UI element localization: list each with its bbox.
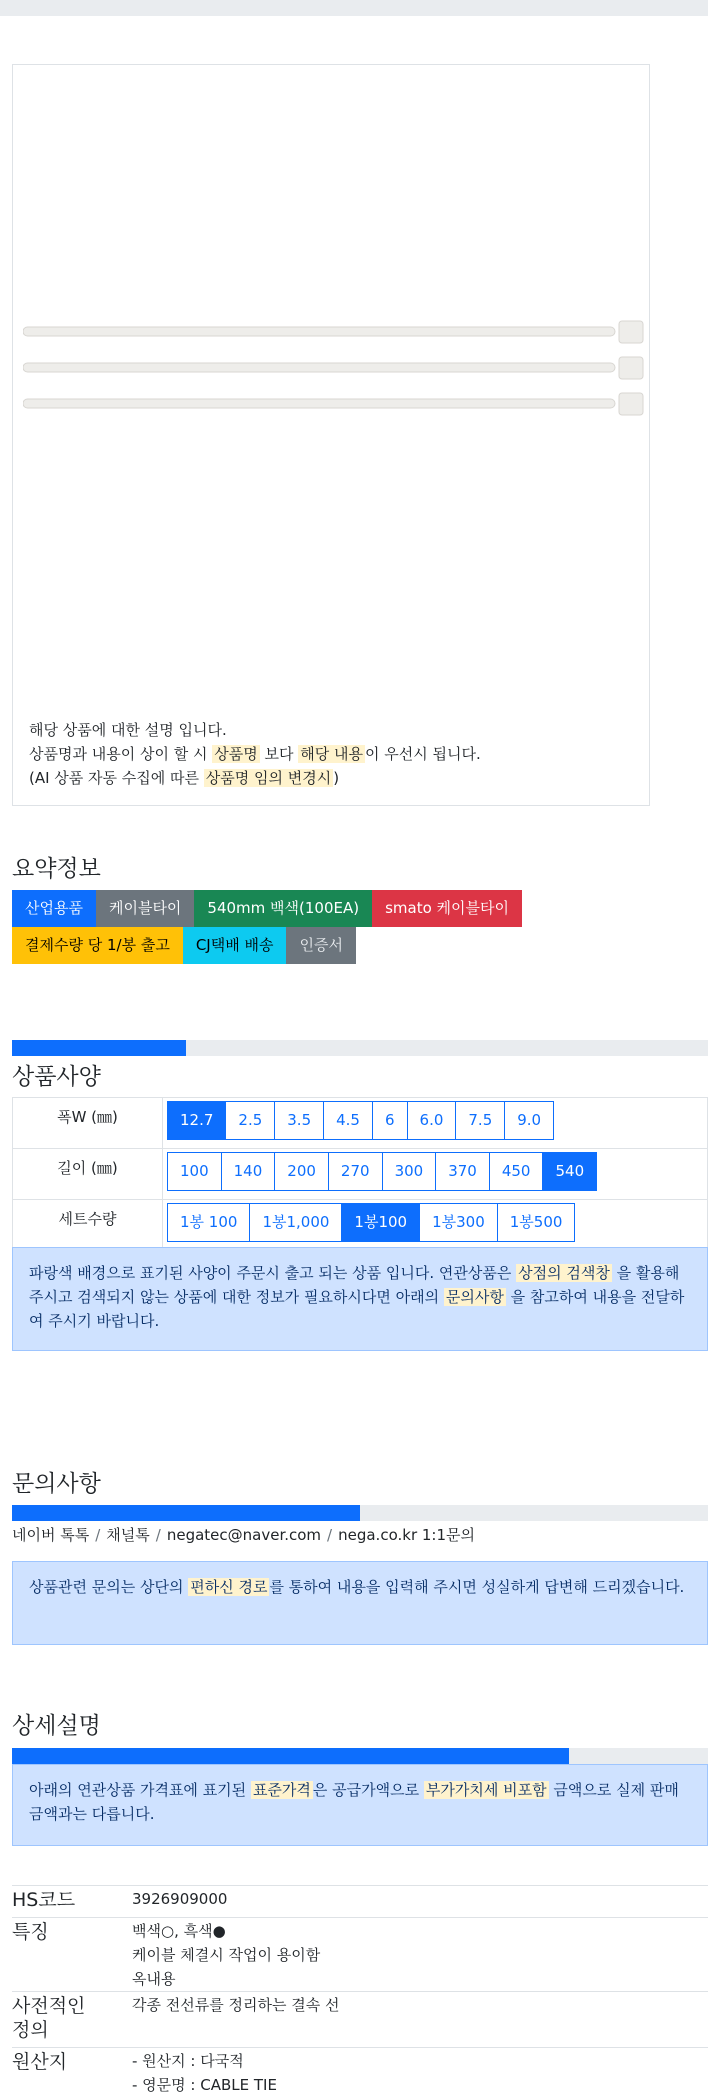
spec-row-label: 세트수량 bbox=[13, 1200, 163, 1251]
notice-text: 은 공급가액으로 bbox=[312, 1781, 424, 1799]
breadcrumb-separator: / bbox=[95, 1526, 101, 1544]
detail-value: - 원산지 : 다국적 bbox=[132, 2052, 244, 2070]
description-text: 이 우선시 됩니다. bbox=[364, 745, 481, 763]
spec-title: 상품사양 bbox=[12, 1064, 101, 1090]
spec-option-button[interactable]: 270 bbox=[328, 1152, 383, 1191]
spec-option-button[interactable]: 140 bbox=[221, 1152, 276, 1191]
spec-option-button[interactable]: 1봉500 bbox=[497, 1203, 576, 1242]
summary-badge: 인증서 bbox=[286, 927, 355, 964]
summary-badges-row2 bbox=[12, 927, 356, 964]
spec-option-button[interactable]: 7.5 bbox=[455, 1101, 505, 1140]
spec-option-button[interactable]: 12.7 bbox=[167, 1101, 226, 1140]
description-text: 보다 bbox=[259, 745, 299, 763]
detail-value: 3926909000 bbox=[132, 1890, 228, 1908]
description-text: 상품명과 내용이 상이 할 시 bbox=[29, 745, 213, 763]
spec-option-button[interactable]: 100 bbox=[167, 1152, 222, 1191]
detail-key: 특징 bbox=[12, 1921, 49, 1943]
spec-option-button[interactable]: 540 bbox=[542, 1152, 597, 1191]
spec-options-cell bbox=[163, 1098, 708, 1149]
inquiry-notice bbox=[12, 1561, 708, 1645]
spec-row bbox=[13, 1098, 708, 1149]
detail-value: 백색○, 흑색● bbox=[132, 1922, 226, 1940]
cable-tie-image bbox=[23, 315, 645, 435]
notice-text: 상품관련 문의는 상단의 bbox=[29, 1578, 189, 1596]
spec-option-button[interactable]: 6.0 bbox=[407, 1101, 457, 1140]
contact-link[interactable]: negatec@naver.com bbox=[166, 1526, 322, 1544]
spec-option-button[interactable]: 200 bbox=[274, 1152, 329, 1191]
highlight-text: 상품명 임의 변경시 bbox=[205, 769, 332, 787]
inquiry-progress-bar bbox=[12, 1505, 708, 1521]
spec-option-button[interactable]: 1봉300 bbox=[419, 1203, 498, 1242]
detail-row-origin bbox=[12, 2047, 708, 2099]
spec-table bbox=[12, 1097, 708, 1251]
summary-badge: 산업용품 bbox=[12, 890, 96, 927]
description-text: ) bbox=[333, 769, 340, 787]
detail-row-hscode bbox=[12, 1885, 708, 1918]
detail-key: HS코드 bbox=[12, 1889, 76, 1911]
summary-badge: smato 케이블타이 bbox=[372, 890, 522, 927]
spec-option-group bbox=[167, 1101, 554, 1140]
spec-option-button[interactable]: 1봉1,000 bbox=[249, 1203, 342, 1242]
spec-notice bbox=[12, 1247, 708, 1351]
spec-option-button[interactable]: 4.5 bbox=[323, 1101, 373, 1140]
spec-row bbox=[13, 1149, 708, 1200]
detail-key: 사전적인 bbox=[12, 1995, 86, 2017]
product-description bbox=[29, 718, 481, 790]
summary-badge: 540mm 백색(100EA) bbox=[194, 890, 372, 927]
highlight-text: 상품명 bbox=[214, 745, 258, 763]
contact-link[interactable]: 네이버 톡톡 bbox=[12, 1526, 90, 1544]
description-text: (AI 상품 자동 수집에 따른 bbox=[29, 769, 204, 787]
summary-badge: 결제수량 당 1/봉 출고 bbox=[12, 927, 183, 964]
notice-text: 를 통하여 내용을 입력해 주시면 성실하게 답변해 드리겠습니다. bbox=[269, 1578, 685, 1596]
spec-option-button[interactable]: 300 bbox=[382, 1152, 437, 1191]
detail-value: 옥내용 bbox=[132, 1970, 176, 1988]
notice-text: 을 활용해 주시고 검색되지 않는 상품에 대한 정보가 필요하시다면 아래의 bbox=[29, 1264, 680, 1306]
summary-badge: 케이블타이 bbox=[96, 890, 194, 927]
product-image-card bbox=[12, 64, 650, 806]
detail-row-definition bbox=[12, 1991, 708, 2048]
contact-links bbox=[12, 1524, 475, 1545]
spec-progress-bar bbox=[12, 1040, 708, 1056]
detail-title: 상세설명 bbox=[12, 1713, 101, 1739]
top-progress-track bbox=[0, 0, 708, 16]
detail-progress-bar bbox=[12, 1748, 708, 1764]
detail-key: 정의 bbox=[12, 2019, 49, 2041]
contact-link[interactable]: 채널톡 bbox=[106, 1526, 150, 1544]
inquiry-title: 문의사항 bbox=[12, 1471, 101, 1497]
highlight-text: 부가가치세 비포함 bbox=[425, 1781, 547, 1799]
description-line: 해당 상품에 대한 설명 입니다. bbox=[29, 721, 227, 739]
highlight-text: 해당 내용 bbox=[300, 745, 363, 763]
spec-option-button[interactable]: 2.5 bbox=[225, 1101, 275, 1140]
spec-row bbox=[13, 1200, 708, 1251]
highlight-text: 편하신 경로 bbox=[190, 1578, 268, 1596]
detail-value: 각종 전선류를 정리하는 결속 선 bbox=[132, 1996, 340, 2014]
summary-title: 요약정보 bbox=[12, 856, 101, 882]
spec-option-group bbox=[167, 1152, 597, 1191]
breadcrumb-separator: / bbox=[155, 1526, 161, 1544]
summary-badges-row1 bbox=[12, 890, 522, 927]
spec-option-button[interactable]: 450 bbox=[489, 1152, 544, 1191]
highlight-text: 표준가격 bbox=[252, 1781, 311, 1799]
spec-option-button[interactable]: 6 bbox=[372, 1101, 408, 1140]
detail-key: 원산지 bbox=[12, 2051, 68, 2073]
spec-option-button[interactable]: 370 bbox=[435, 1152, 490, 1191]
notice-text: 아래의 연관상품 가격표에 표기된 bbox=[29, 1781, 251, 1799]
detail-notice bbox=[12, 1764, 708, 1846]
progress-fill bbox=[12, 1040, 186, 1056]
spec-option-group bbox=[167, 1203, 575, 1242]
summary-badge: CJ택배 배송 bbox=[183, 927, 287, 964]
spec-options-cell bbox=[163, 1200, 708, 1251]
contact-link[interactable]: nega.co.kr 1:1문의 bbox=[338, 1526, 475, 1544]
highlight-text: 상점의 검색창 bbox=[518, 1264, 610, 1282]
breadcrumb-separator: / bbox=[327, 1526, 333, 1544]
highlight-text: 문의사항 bbox=[445, 1288, 504, 1306]
progress-fill bbox=[12, 1748, 569, 1764]
detail-value: - 영문명 : CABLE TIE bbox=[132, 2076, 277, 2094]
progress-fill bbox=[12, 1505, 360, 1521]
notice-text: 을 참고하여 내용을 전달하여 주시기 바랍니다. bbox=[29, 1288, 685, 1330]
detail-row-features bbox=[12, 1917, 708, 1992]
detail-value: 케이블 체결시 작업이 용이함 bbox=[132, 1946, 321, 1964]
spec-row-label: 폭W (㎜) bbox=[13, 1098, 163, 1149]
notice-text: 파랑색 배경으로 표기된 사양이 주문시 출고 되는 상품 입니다. 연관상품은 bbox=[29, 1264, 517, 1282]
spec-option-button[interactable]: 1봉 100 bbox=[167, 1203, 250, 1242]
spec-row-label: 길이 (㎜) bbox=[13, 1149, 163, 1200]
notice-text: 금액으로 실제 판매금액과는 다릅니다. bbox=[29, 1781, 679, 1823]
spec-option-button[interactable]: 9.0 bbox=[504, 1101, 554, 1140]
spec-option-button[interactable]: 3.5 bbox=[274, 1101, 324, 1140]
spec-option-button[interactable]: 1봉100 bbox=[341, 1203, 420, 1242]
spec-options-cell bbox=[163, 1149, 708, 1200]
